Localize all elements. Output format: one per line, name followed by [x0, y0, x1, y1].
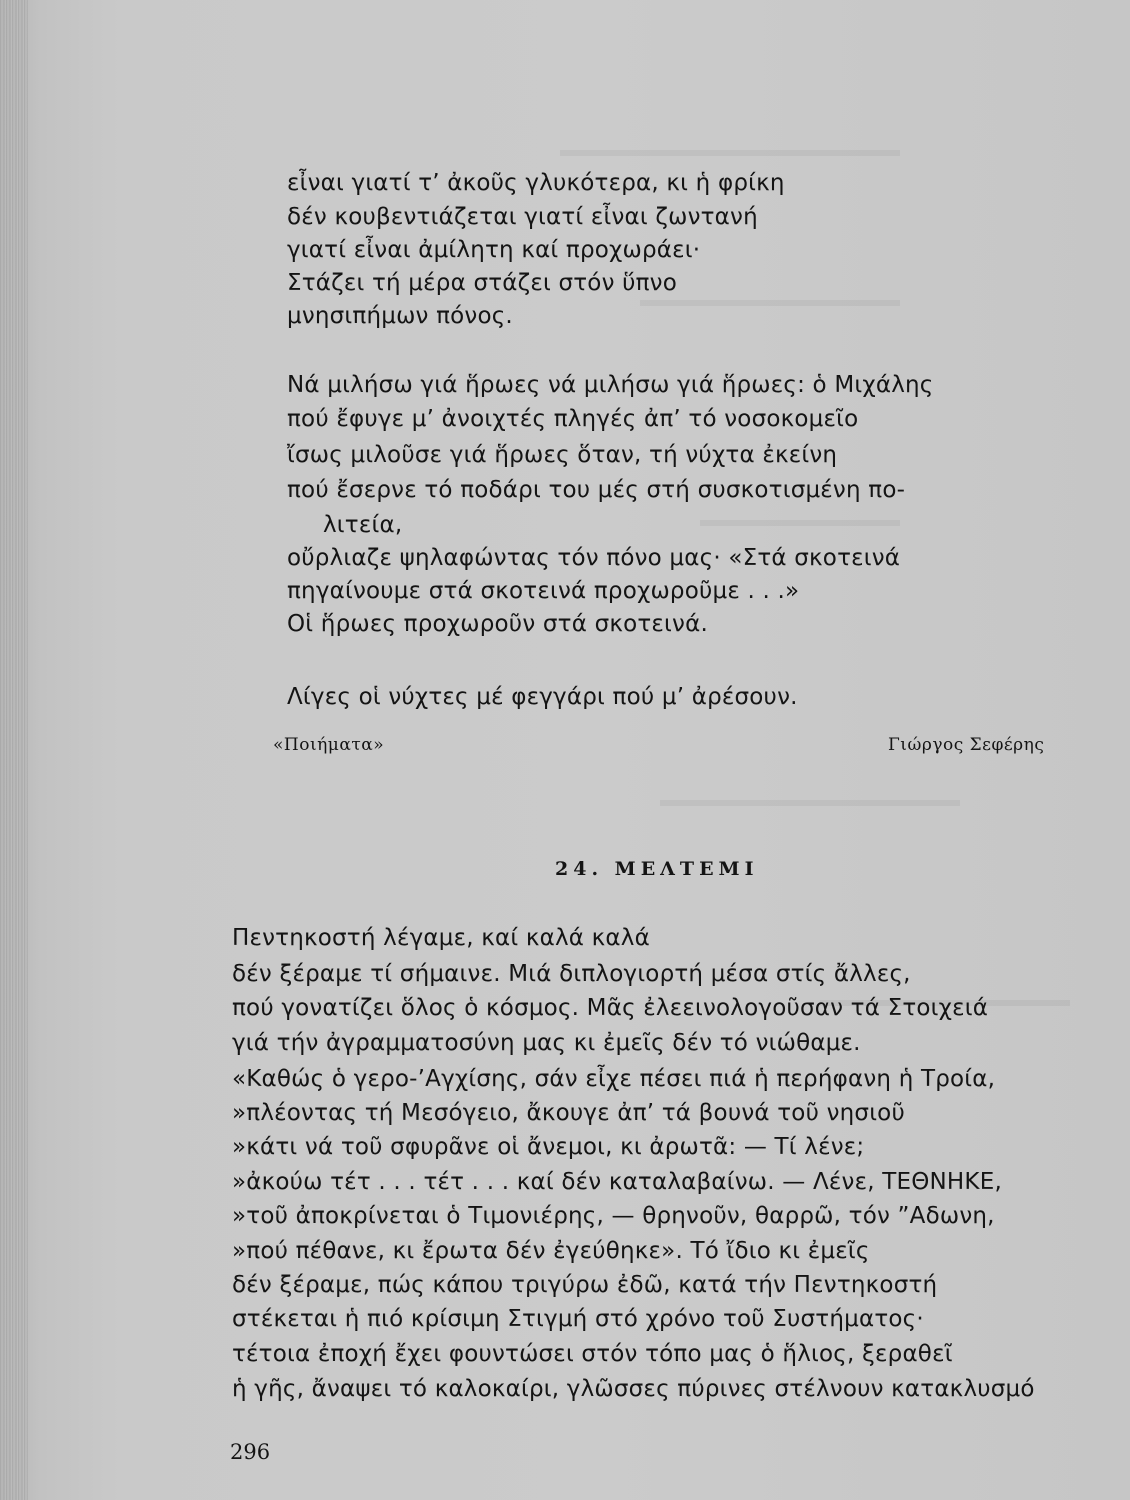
- poem-line: «Καθώς ὁ γερο-’Αγχίσης, σάν εἶχε πέσει πιά ἡ περήφανη ἡ Τροία,: [232, 1066, 996, 1092]
- poem-line: μνησιπήμων πόνος.: [287, 303, 513, 329]
- poem-line: πηγαίνουμε στά σκοτεινά προχωροῦμε . . .»: [287, 578, 800, 604]
- show-through-mark: [640, 300, 900, 306]
- poem-line: δέν ξέραμε, πώς κάπου τριγύρω ἐδῶ, κατά τήν Πεντηκοστή: [232, 1272, 938, 1298]
- section-heading: 24. ΜΕΛΤΕΜΙ: [555, 858, 759, 880]
- poem-line: »πού πέθανε, κι ἔρωτα δέν ἐγεύθηκε». Τό ἴδιο κι ἐμεῖς: [232, 1238, 870, 1264]
- poem-line: »κάτι νά τοῦ σφυρᾶνε οἱ ἄνεμοι, κι ἀρωτᾶ: — Τί λένε;: [232, 1134, 865, 1160]
- poem-source: «Ποιήματα»: [273, 735, 385, 755]
- poem-author: Γιώργος Σεφέρης: [888, 735, 1045, 755]
- poem-line: »πλέοντας τή Μεσόγειο, ἄκουγε ἀπ’ τά βουνά τοῦ νησιοῦ: [232, 1100, 905, 1126]
- poem-line: γιατί εἶναι ἀμίλητη καί προχωράει·: [287, 237, 701, 263]
- poem-line: τέτοια ἐποχή ἔχει φουντώσει στόν τόπο μας ὁ ἥλιος, ξεραθεῖ: [232, 1341, 953, 1367]
- poem-line: Νά μιλήσω γιά ἥρωες νά μιλήσω γιά ἥρωες: ὁ Μιχάλης: [287, 372, 934, 398]
- page-stack-edge: [0, 0, 28, 1500]
- page-number: 296: [230, 1440, 271, 1464]
- poem-line: Οἱ ἥρωες προχωροῦν στά σκοτεινά.: [287, 611, 708, 637]
- poem-line: λιτεία,: [323, 512, 403, 538]
- poem-line: στέκεται ἡ πιό κρίσιμη Στιγμή στό χρόνο τοῦ Συστήματος·: [232, 1306, 924, 1332]
- poem-line: Πεντηκοστή λέγαμε, καί καλά καλά: [232, 925, 650, 951]
- show-through-mark: [700, 520, 900, 526]
- poem-line: γιά τήν ἀγραμματοσύνη μας κι ἐμεῖς δέν τό νιώθαμε.: [232, 1030, 861, 1056]
- poem-line: εἶναι γιατί τ’ ἀκοῦς γλυκότερα, κι ἡ φρίκη: [287, 170, 785, 196]
- show-through-mark: [660, 800, 960, 806]
- poem-line: ἡ γῆς, ἄναψει τό καλοκαίρι, γλῶσσες πύρινες στέλνουν κατακλυσμό: [232, 1376, 1035, 1402]
- poem-line: πού γονατίζει ὅλος ὁ κόσμος. Μᾶς ἐλεεινολογοῦσαν τά Στοιχειά: [232, 995, 989, 1021]
- show-through-mark: [560, 150, 900, 156]
- poem-line: »ἀκούω τέτ . . . τέτ . . . καί δέν καταλαβαίνω. — Λένε, ΤΕΘΝΗΚΕ,: [232, 1169, 1002, 1195]
- poem-line: πού ἔφυγε μ’ ἀνοιχτές πληγές ἀπ’ τό νοσοκομεῖο: [287, 406, 859, 432]
- poem-line: ἴσως μιλοῦσε γιά ἥρωες ὅταν, τή νύχτα ἐκείνη: [287, 442, 838, 468]
- poem-line: δέν ξέραμε τί σήμαινε. Μιά διπλογιορτή μέσα στίς ἄλλες,: [232, 961, 911, 987]
- poem-line: οὔρλιαζε ψηλαφώντας τόν πόνο μας· «Στά σκοτεινά: [287, 545, 901, 571]
- poem-line: Στάζει τή μέρα στάζει στόν ὕπνο: [287, 270, 678, 296]
- poem-line: πού ἔσερνε τό ποδάρι του μές στή συσκοτισμένη πο-: [287, 477, 906, 503]
- poem-line: δέν κουβεντιάζεται γιατί εἶναι ζωντανή: [287, 204, 758, 230]
- poem-line: »τοῦ ἀποκρίνεται ὁ Τιμονιέρης, — θρηνοῦν, θαρρῶ, τόν ”Αδωνη,: [232, 1203, 995, 1229]
- poem-line: Λίγες οἱ νύχτες μέ φεγγάρι πού μ’ ἀρέσουν.: [287, 684, 798, 710]
